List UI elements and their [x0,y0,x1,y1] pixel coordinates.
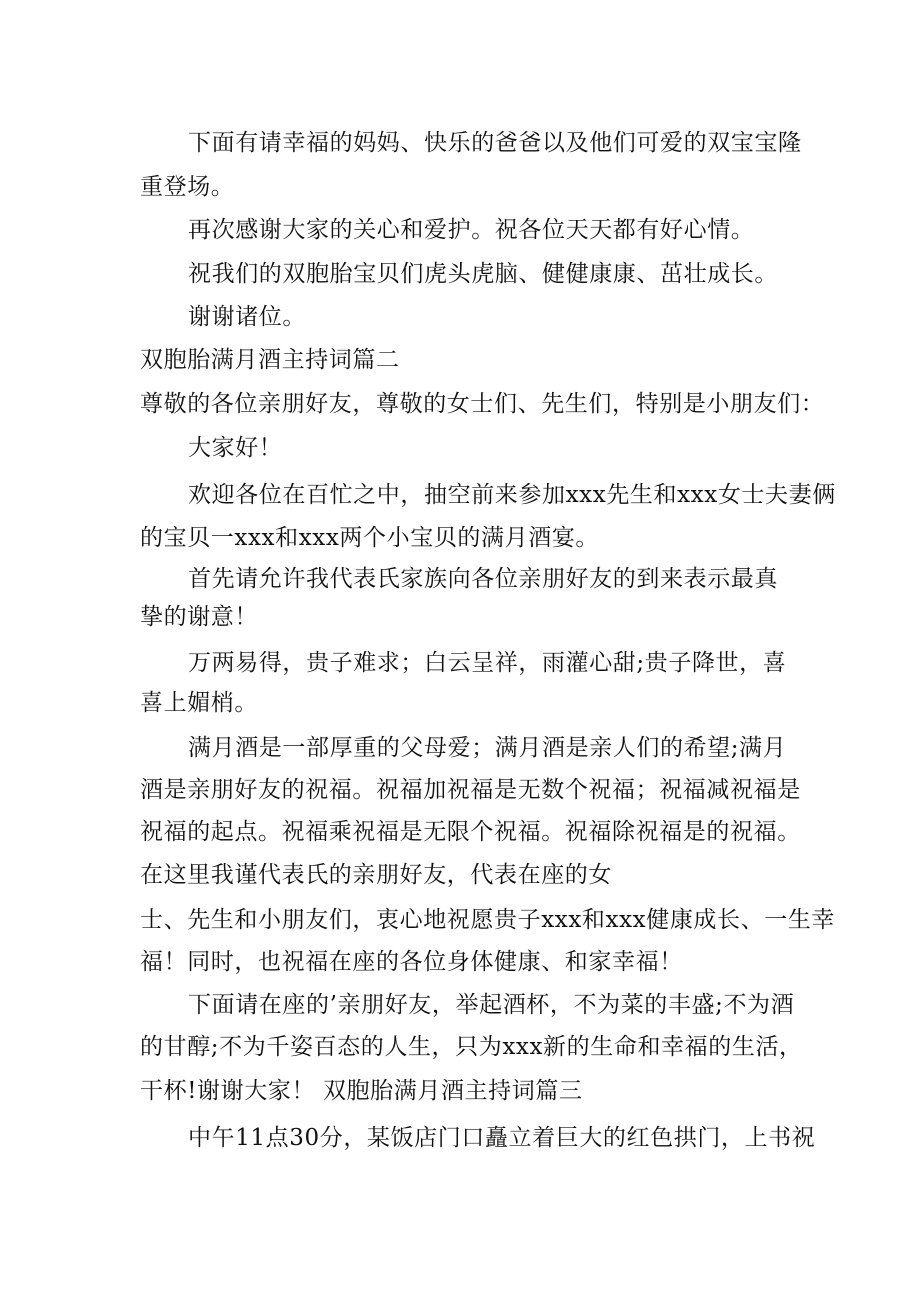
paragraph-line: 下面有请幸福的妈妈、快乐的爸爸以及他们可爱的双宝宝隆 [188,130,802,156]
paragraph-line: 的甘醇;不为千姿百态的人生，只为xxx新的生命和幸福的生活， [140,1034,803,1060]
paragraph-line: 福！同时，也祝福在座的各位身体健康、和家幸福！ [140,949,683,975]
paragraph-line: 满月酒是一部厚重的父母爱；满月酒是亲人们的希望;满月 [188,735,787,761]
paragraph-line: 祝福的起点。祝福乘祝福是无限个祝福。祝福除祝福是的祝福。 [140,819,801,845]
paragraph-line: 谢谢诸位。 [188,304,306,330]
section-heading: 双胞胎满月酒主持词篇二 [140,347,400,373]
paragraph-line: 中午11点30分，某饭店门口矗立着巨大的红色拱门，上书祝 [188,1125,816,1151]
paragraph-line: 在这里我谨代表氏的亲朋好友，代表在座的女 [140,862,612,888]
paragraph-line: 尊敬的各位亲朋好友，尊敬的女士们、先生们，特别是小朋友们： [140,391,825,417]
paragraph-line: 再次感谢大家的关心和爱护。祝各位天天都有好心情。 [188,217,755,243]
paragraph-line: 下面请在座的’亲朋好友，举起酒杯，不为菜的丰盛;不为酒 [188,992,795,1018]
paragraph-line: 祝我们的双胞胎宝贝们虎头虎脑、健健康康、茁壮成长。 [188,261,778,287]
paragraph-line: 万两易得，贵子难求；白云呈祥，雨灌心甜;贵子降世，喜 [188,650,787,676]
paragraph-line: 大家好！ [188,435,283,461]
paragraph-line: 酒是亲朋好友的祝福。祝福加祝福是无数个祝福；祝福减祝福是 [140,777,801,803]
paragraph-line: 欢迎各位在百忙之中，抽空前来参加xxx先生和xxx女士夫妻俩 [188,482,836,508]
paragraph-line: 首先请允许我代表氏家族向各位亲朋好友的到来表示最真 [188,566,778,592]
paragraph-line: 喜上媚梢。 [140,690,258,716]
paragraph-line: 干杯!谢谢大家！ 双胞胎满月酒主持词篇三 [140,1078,583,1104]
paragraph-line: 的宝贝一xxx和xxx两个小宝贝的满月酒宴。 [140,525,600,551]
paragraph-line: 士、先生和小朋友们，衷心地祝愿贵子xxx和xxx健康成长、一生幸 [140,907,836,933]
paragraph-line: 重登场。 [140,174,235,200]
paragraph-line: 挚的谢意！ [140,604,258,630]
